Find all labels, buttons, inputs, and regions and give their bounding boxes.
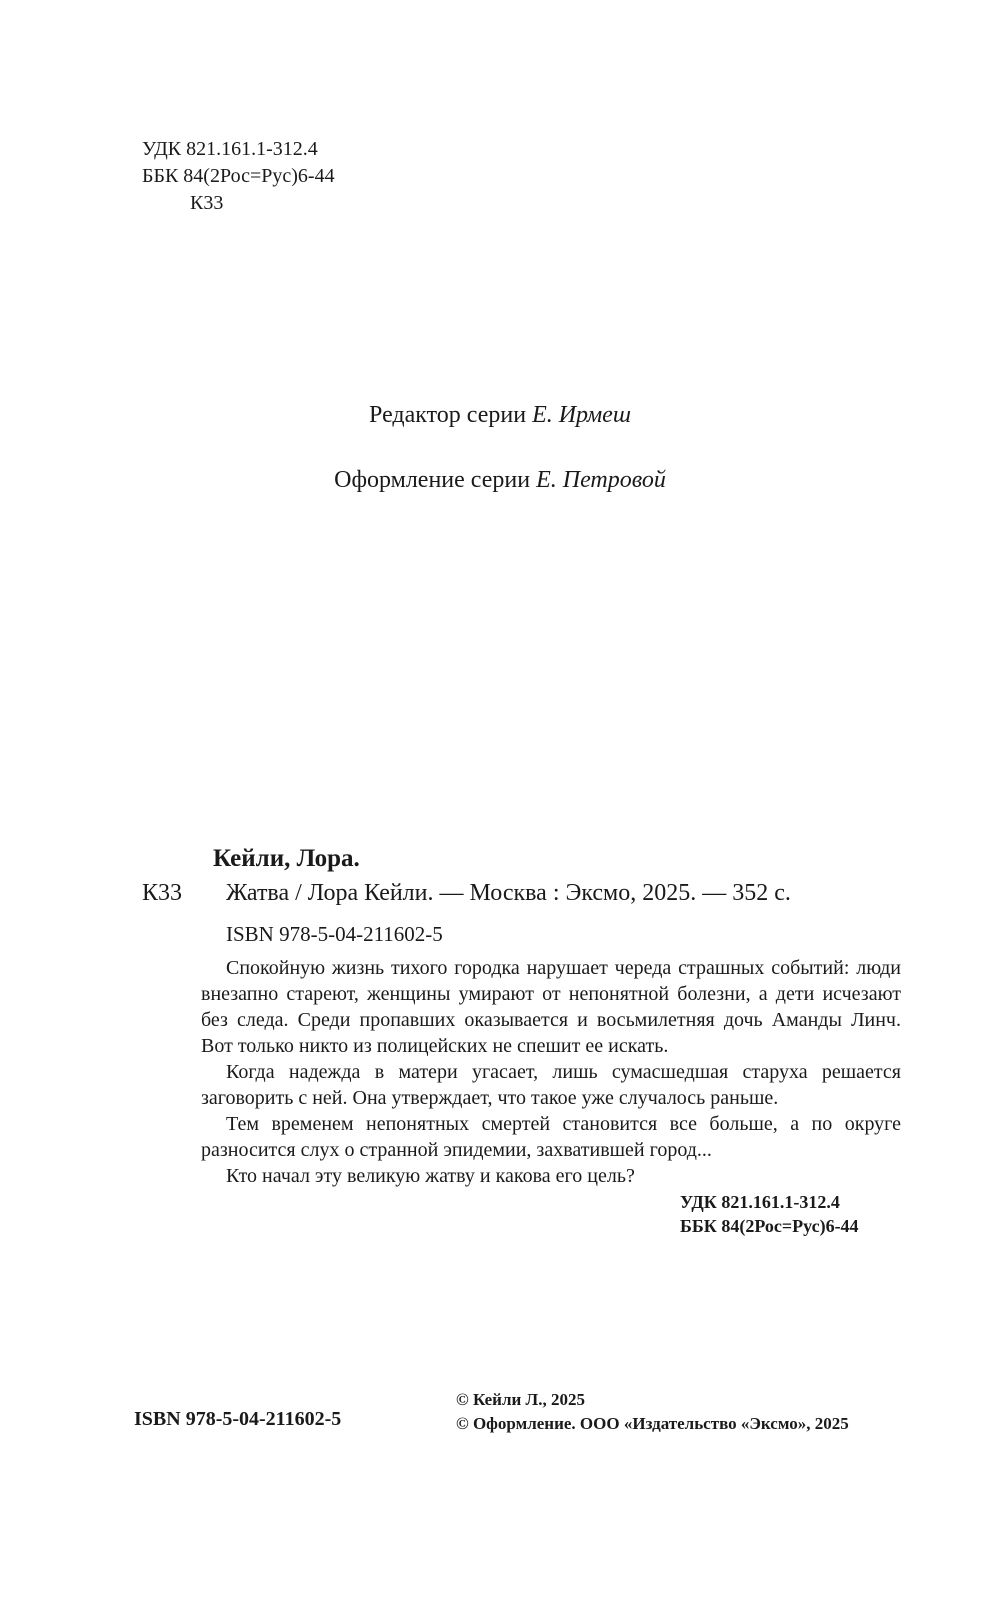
bbk-code: ББК 84(2Рос=Рус)6-44 (680, 1216, 859, 1236)
author-heading: Кейли, Лора. (213, 845, 360, 872)
top-author-mark: К33 (190, 192, 224, 214)
top-bbk-code: ББК 84(2Рос=Рус)6-44 (142, 165, 335, 187)
annotation-paragraph: Когда надежда в матери угасает, лишь сумасшедшая старуха решается заговорить с ней. Она утверждает, что такое уже случалось раньше. (201, 1061, 901, 1109)
annotation (201, 955, 901, 1189)
top-udk-code: УДК 821.161.1-312.4 (142, 138, 318, 160)
annotation-paragraph: Кто начал эту великую жатву и какова его цель? (226, 1165, 635, 1187)
copyright-block (456, 1388, 849, 1436)
series-design-name: Е. Петровой (536, 467, 666, 493)
copyright-design: © Оформление. ООО «Издательство «Эксмо», 2025 (456, 1414, 849, 1433)
series-editor-credit (0, 402, 1000, 429)
copyright-author: © Кейли Л., 2025 (456, 1390, 585, 1409)
series-design-label: Оформление серии (334, 467, 531, 493)
isbn-line: ISBN 978-5-04-211602-5 (226, 922, 443, 946)
series-editor-label: Редактор серии (369, 402, 527, 428)
series-editor-name: Е. Ирмеш (532, 402, 631, 428)
udk-code: УДК 821.161.1-312.4 (680, 1192, 840, 1212)
title-line: Жатва / Лора Кейли. — Москва : Эксмо, 2025. — 352 с. (226, 880, 791, 906)
top-classification-codes (142, 136, 335, 217)
annotation-paragraph: Тем временем непонятных смертей становится все больше, а по округе разносится слух о странной эпидемии, захватившей город... (201, 1113, 901, 1161)
annotation-paragraph: Спокойную жизнь тихого городка нарушает череда страшных событий: люди внезапно стареют, женщины умирают от непонятной болезни, а дети исчезают без следа. Среди пропавших оказывается и восьмилетняя дочь Аманды Линч. Вот только никто из полицейских не спешит ее искать. (201, 957, 901, 1057)
footer-isbn: ISBN 978-5-04-211602-5 (134, 1408, 342, 1430)
author-mark: К33 (142, 880, 183, 906)
classification-codes (680, 1190, 859, 1238)
series-design-credit (0, 467, 1000, 494)
